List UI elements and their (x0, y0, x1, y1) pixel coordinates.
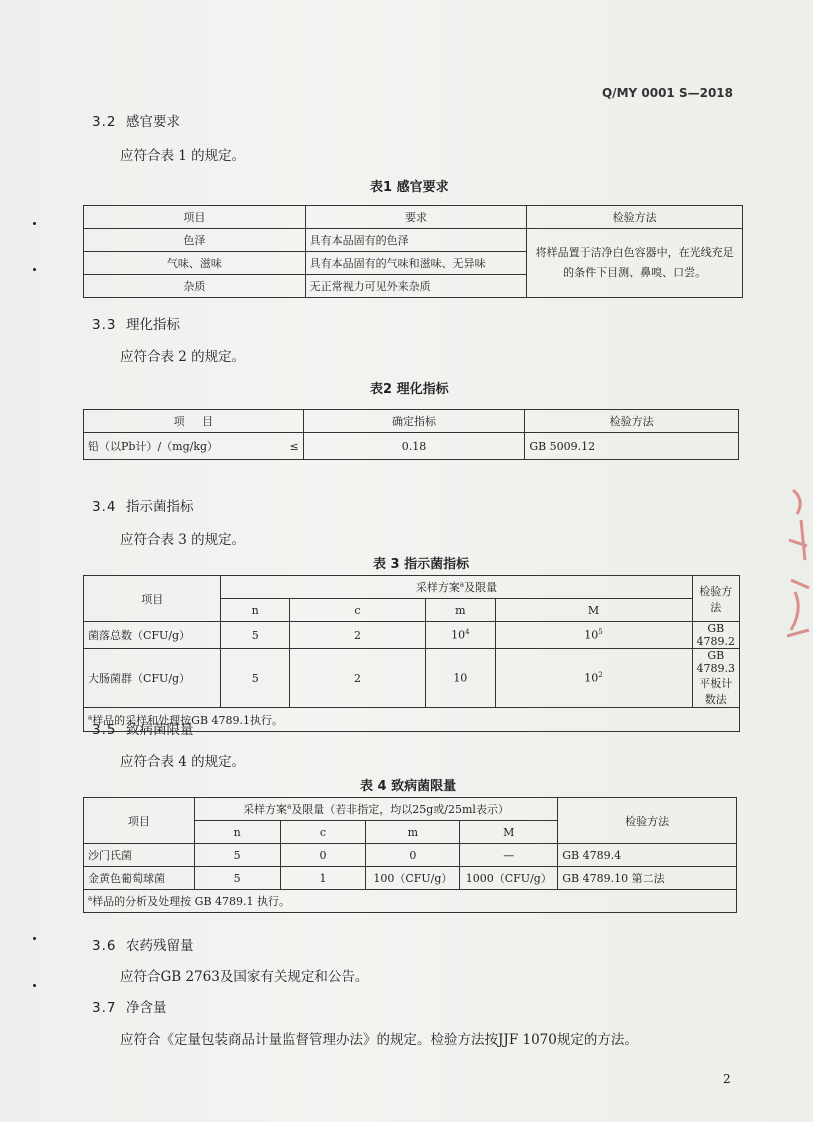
requirement-cell: 无正常视力可见外来杂质 (305, 275, 527, 298)
table-3-indicator-bacteria (83, 575, 740, 732)
header-cell: 检验方法 (692, 576, 739, 622)
item-cell: 色泽 (84, 229, 306, 252)
table-header-row (84, 576, 740, 599)
subheader-cell: n (221, 599, 289, 622)
value-cell: 0.18 (303, 433, 525, 460)
paragraph: 应符合《定量包装商品计量监督管理办法》的规定。检验方法按JJF 1070规定的方法。 (120, 1032, 638, 1048)
header-cell: 采样方案$^a$及限量 (221, 576, 692, 599)
table-4-pathogens (83, 797, 737, 913)
paragraph: 应符合GB 2763及国家有关规定和公告。 (120, 969, 369, 985)
m-cell: 10 (426, 649, 496, 708)
c-cell: 0 (280, 844, 366, 867)
section-heading-3-5 (92, 718, 194, 738)
item-cell: 沙门氏菌 (84, 844, 195, 867)
header-cell: 项 目 (84, 410, 304, 433)
section-heading-3-6 (92, 934, 194, 954)
header-cell: 检验方法 (527, 206, 743, 229)
table-header-row (84, 206, 743, 229)
subheader-cell: n (194, 821, 280, 844)
table-1-caption: 表1 感官要求 (370, 180, 449, 195)
section-number: 3.5 (92, 722, 117, 738)
n-cell: 5 (194, 844, 280, 867)
header-cell: 确定指标 (303, 410, 525, 433)
method-cell: GB 5009.12 (525, 433, 739, 460)
c-cell: 2 (289, 622, 425, 649)
method-cell: GB 4789.3平板计数法 (692, 649, 739, 708)
table-row (84, 867, 737, 890)
item-cell: 大肠菌群（CFU/g） (84, 649, 221, 708)
subheader-cell: m (366, 821, 460, 844)
table-header-row (84, 410, 739, 433)
section-number: 3.6 (92, 938, 117, 954)
n-cell: 5 (194, 867, 280, 890)
c-cell: 1 (280, 867, 366, 890)
header-cell: 采样方案$^a$及限量（若非指定，均以25g或/25ml表示） (194, 798, 558, 821)
M-cell: 1000（CFU/g） (460, 867, 558, 890)
table-1-sensory (83, 205, 743, 298)
M-cell: $10^5$ (495, 622, 692, 649)
table-row (84, 229, 743, 252)
scan-dot (33, 222, 36, 225)
item-cell: 菌落总数（CFU/g） (84, 622, 221, 649)
paragraph: 应符合表 4 的规定。 (120, 754, 246, 770)
scan-dot (33, 268, 36, 271)
paragraph: 应符合表 1 的规定。 (120, 148, 246, 164)
n-cell: 5 (221, 622, 289, 649)
header-cell: 检验方法 (558, 798, 737, 844)
requirement-cell: 具有本品固有的色泽 (305, 229, 527, 252)
subheader-cell: m (426, 599, 496, 622)
table-3-caption: 表 3 指示菌指标 (373, 557, 470, 572)
table-row (84, 622, 740, 649)
n-cell: 5 (221, 649, 289, 708)
item-cell: 铅（以Pb计）/（mg/kg） (84, 433, 260, 460)
table-4-caption: 表 4 致病菌限量 (360, 779, 457, 794)
section-number: 3.3 (92, 317, 117, 333)
section-title: 致病菌限量 (126, 722, 194, 738)
footnote-cell: $^a$样品的采样和处理按GB 4789.1执行。 (84, 708, 740, 732)
table-row (84, 649, 740, 708)
method-cell: 将样品置于洁净白色容器中，在光线充足的条件下目测、鼻嗅、口尝。 (527, 229, 743, 298)
M-cell: $10^2$ (495, 649, 692, 708)
method-cell: GB 4789.4 (558, 844, 737, 867)
subheader-cell: M (495, 599, 692, 622)
section-title: 理化指标 (126, 317, 180, 333)
header-cell: 检验方法 (525, 410, 739, 433)
section-heading-3-3 (92, 313, 180, 333)
header-cell: 项目 (84, 798, 195, 844)
header-cell: 项目 (84, 206, 306, 229)
requirement-cell: 具有本品固有的气味和滋味、无异味 (305, 252, 527, 275)
table-row (84, 433, 739, 460)
subheader-cell: M (460, 821, 558, 844)
method-cell: GB 4789.10 第二法 (558, 867, 737, 890)
m-cell: 0 (366, 844, 460, 867)
scan-dot (33, 937, 36, 940)
table-footnote-row (84, 890, 737, 913)
section-title: 指示菌指标 (126, 499, 194, 515)
footnote-cell: $^a$样品的分析及处理按 GB 4789.1 执行。 (84, 890, 737, 913)
paragraph: 应符合表 2 的规定。 (120, 349, 246, 365)
table-2-caption: 表2 理化指标 (370, 382, 449, 397)
m-cell: $10^4$ (426, 622, 496, 649)
c-cell: 2 (289, 649, 425, 708)
section-heading-3-7 (92, 996, 167, 1016)
operator-cell: ≤ (259, 433, 303, 460)
subheader-cell: c (280, 821, 366, 844)
standard-number: Q/MY 0001 S—2018 (601, 86, 733, 100)
section-title: 农药残留量 (126, 938, 194, 954)
paragraph: 应符合表 3 的规定。 (120, 532, 246, 548)
section-heading-3-4 (92, 495, 194, 515)
table-header-row (84, 798, 737, 821)
subheader-cell: c (289, 599, 425, 622)
item-cell: 金黄色葡萄球菌 (84, 867, 195, 890)
section-title: 感官要求 (126, 114, 180, 130)
section-number: 3.2 (92, 114, 117, 130)
item-cell: 杂质 (84, 275, 306, 298)
item-cell: 气味、滋味 (84, 252, 306, 275)
scan-dot (33, 984, 36, 987)
header-cell: 要求 (305, 206, 527, 229)
table-2-physicochemical (83, 409, 739, 460)
table-row (84, 844, 737, 867)
method-cell: GB 4789.2 (692, 622, 739, 649)
section-heading-3-2 (92, 110, 180, 130)
red-seal-stamp (783, 480, 813, 650)
m-cell: 100（CFU/g） (366, 867, 460, 890)
section-number: 3.4 (92, 499, 117, 515)
header-cell: 项目 (84, 576, 221, 622)
M-cell: — (460, 844, 558, 867)
page-number: 2 (723, 1072, 731, 1086)
section-title: 净含量 (126, 1000, 167, 1016)
section-number: 3.7 (92, 1000, 117, 1016)
